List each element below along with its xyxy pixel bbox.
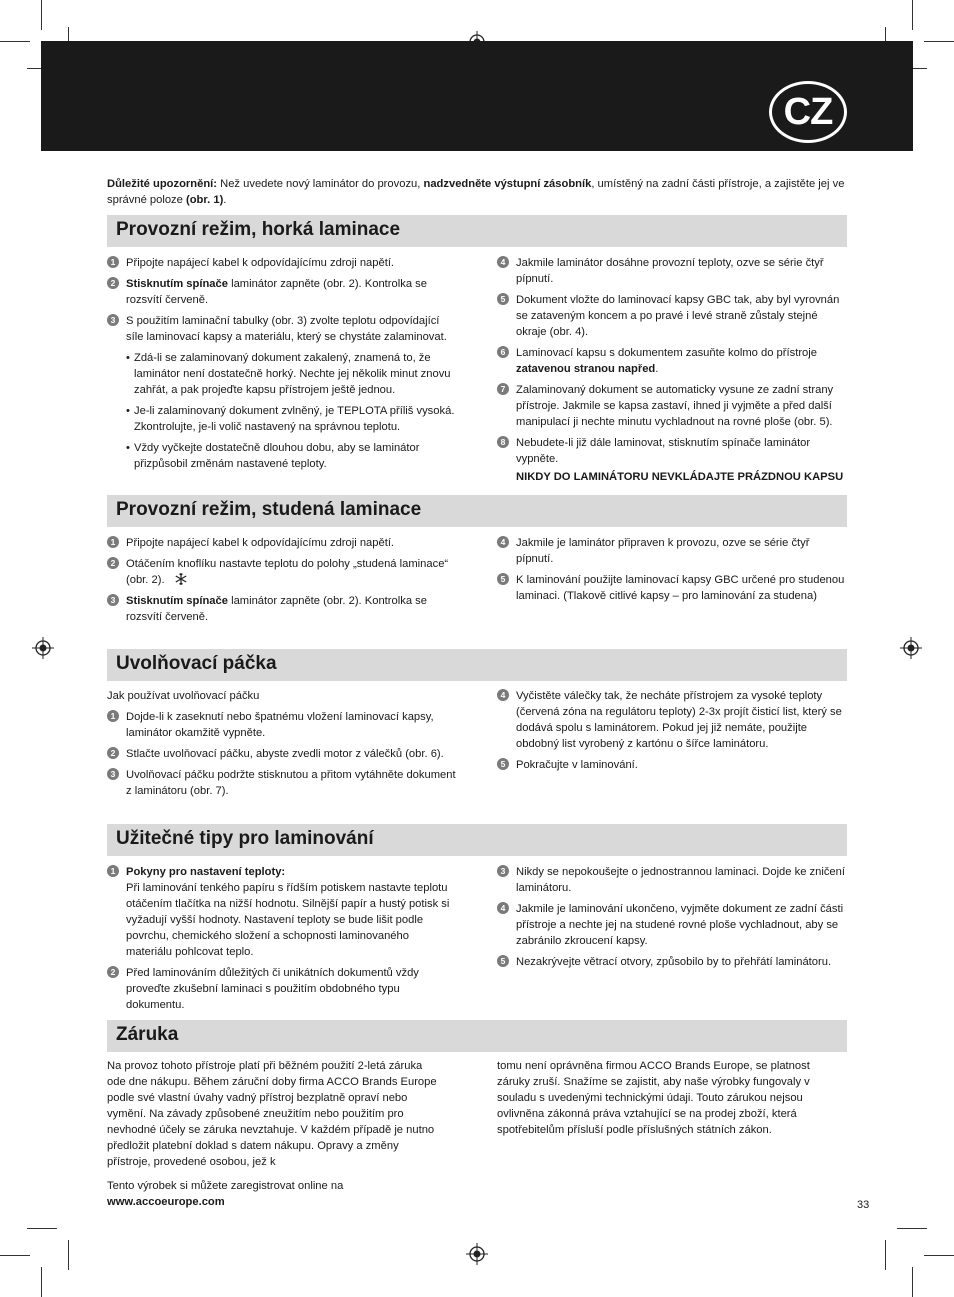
bullet-item: • Je-li zalaminovaný dokument zvlněný, je TEPLOTA příliš vysoká. Zkontrolujte, je-li volič nastavený na správnou teplotu. [107,403,457,435]
step-number-icon: 1 [107,865,119,877]
crop-mark [0,1255,30,1256]
warranty-paragraph: Na provoz tohoto přístroje platí při běžném použití 2-letá záruka ode dne nákupu. Během záruční doby firma ACCO Brands Europe podle své vlastní úvahy vadný přístroj bezplatně opraví nebo vymění. Na závady způsobené zneužitím nebo použitím pro nevhodné účely se záruka nevztahuje. V každém případě je nutno předložit platební doklad s datem nákupu. Opravy a změny přístroje, provedené osobou, jež k [107,1060,437,1168]
list-item: 4 Jakmile laminátor dosáhne provozní teploty, ozve se série čtyř pípnutí. [497,255,847,287]
list-item: 1 Připojte napájecí kabel k odpovídajícímu zdroji napětí. [107,535,457,551]
cold-left-column [107,535,457,630]
step-number-icon: 4 [497,902,509,914]
section-title: Užitečné tipy pro laminování [116,828,374,849]
section-title: Záruka [116,1024,179,1045]
page-number: 33 [857,1199,870,1211]
list-item: 2 Před laminováním důležitých či unikátních dokumentů vždy proveďte zkušební laminaci s použitím obdobného typu dokumentu. [107,965,457,1013]
section-header-tips [107,824,847,856]
tips-left-column [107,864,457,1018]
list-item: 4 Vyčistěte válečky tak, že necháte přístrojem za vysoké teploty (červená zóna na regulátoru teploty) 2-3x projít čisticí list, který se dodává spolu s laminátorem. Pokud jej již nemáte, použijte obdobný list vyrobený z kartónu o šířce laminátoru. [497,688,847,752]
list-item: 1 Pokyny pro nastavení teploty: Při laminování tenkého papíru s řídším potiskem nastavte teplotu otáčením tlačítka na nižší hodnotu. Silnější papír a hustý potisk si vyžadují vyšší hodnoty. Nastavení teploty se bude lišit podle povrchu, chemického složení a schopnosti laminovaného materiálu pohlcovat teplo. [107,864,457,960]
list-item: 3 Stisknutím spínače laminátor zapněte (obr. 2). Kontrolka se rozsvítí červeně. [107,593,457,625]
step-number-icon: 5 [497,758,509,770]
section-title: Provozní režim, studená laminace [116,499,422,520]
step-number-icon: 4 [497,689,509,701]
step-number-icon: 5 [497,573,509,585]
step-number-icon: 1 [107,710,119,722]
list-item: 8 Nebudete-li již dále laminovat, stisknutím spínače laminátor vypněte. [497,435,847,467]
list-item: 3 S použitím laminační tabulky (obr. 3) zvolte teplotu odpovídající síle laminovací kapsy a materiálu, který se chystáte zalaminovat. [107,313,457,345]
list-item: 7 Zalaminovaný dokument se automaticky vysune ze zadní strany přístroje. Jakmile se kapsa zastaví, ihned ji vyjměte a před další manipulací ji nechte minutu vychladnout na rovné ploše (obr. 5). [497,382,847,430]
cold-right-column [497,535,847,609]
step-number-icon: 7 [497,383,509,395]
language-badge: CZ [769,81,847,143]
step-number-icon: 3 [107,594,119,606]
website-link[interactable]: www.accoeurope.com [107,1196,225,1208]
list-item: 2 Stisknutím spínače laminátor zapněte (obr. 2). Kontrolka se rozsvítí červeně. [107,276,457,308]
step-number-icon: 3 [497,865,509,877]
list-item: 3 Uvolňovací páčku podržte stisknutou a přitom vytáhněte dokument z laminátoru (obr. 7). [107,767,457,799]
important-notice: Důležité upozornění: Než uvedete nový laminátor do provozu, nadzvedněte výstupní zásobník, umístěný na zadní části přístroje, a zajistěte jej ve správné poloze (obr. 1). [107,178,845,206]
list-item: 4 Jakmile je laminátor připraven k provozu, ozve se série čtyř pípnutí. [497,535,847,567]
registration-mark-icon [32,637,54,659]
crop-mark [924,1255,954,1256]
warranty-left-column [107,1058,442,1218]
step-number-icon: 1 [107,536,119,548]
step-number-icon: 3 [107,314,119,326]
list-item: 5 Nezakrývejte větrací otvory, způsobilo by to přehřátí laminátoru. [497,954,847,970]
step-number-icon: 1 [107,256,119,268]
hot-right-column [497,255,847,485]
snowflake-icon [174,572,188,586]
step-number-icon: 2 [107,557,119,569]
crop-mark [27,1228,57,1229]
crop-mark [912,0,913,30]
step-number-icon: 4 [497,536,509,548]
step-number-icon: 5 [497,293,509,305]
crop-mark [68,1240,69,1270]
list-item: 5 Dokument vložte do laminovací kapsy GBC tak, aby byl vyrovnán se zataveným koncem a po pravé i levé straně zůstaly stejné okraje (obr. 4). [497,292,847,340]
step-number-icon: 3 [107,768,119,780]
section-header-release-lever [107,649,847,681]
list-item: 3 Nikdy se nepokoušejte o jednostrannou laminaci. Dojde ke zničení laminátoru. [497,864,847,896]
list-item: 2 Stlačte uvolňovací páčku, abyste zvedli motor z válečků (obr. 6). [107,746,457,762]
section-lead: Jak používat uvolňovací páčku [107,690,260,702]
crop-mark [897,1228,927,1229]
step-number-icon: 5 [497,955,509,967]
step-number-icon: 4 [497,256,509,268]
list-item: 5 K laminování použijte laminovací kapsy GBC určené pro studenou laminaci. (Tlakově citlivé kapsy – pro laminování za studena) [497,572,847,604]
step-number-icon: 2 [107,277,119,289]
list-item: 4 Jakmile je laminování ukončeno, vyjměte dokument ze zadní části přístroje a nechte jej na studené rovné ploše vychladnout, aby se zabránilo zkroucení kapsy. [497,901,847,949]
list-item: 6 Laminovací kapsu s dokumentem zasuňte kolmo do přístroje zatavenou stranou napřed. [497,345,847,377]
section-header-cold-lamination [107,495,847,527]
step-number-icon: 2 [107,966,119,978]
crop-mark [885,1240,886,1270]
release-right-column [497,688,847,778]
section-header-hot-lamination [107,215,847,247]
step-number-icon: 8 [497,436,509,448]
registration-mark-icon [466,1243,488,1265]
step-number-icon: 2 [107,747,119,759]
bullet-item: • Vždy vyčkejte dostatečně dlouhou dobu, aby se laminátor přizpůsobil změnám nastavené teploty. [107,440,457,472]
bullet-item: • Zdá-li se zalaminovaný dokument zakalený, znamená to, že laminátor není dostatečně horký. Nechte jej několik minut znovu zahřát, a pak projeďte kapsu přístrojem ještě jednou. [107,350,457,398]
section-title: Provozní režim, horká laminace [116,219,401,240]
notice-label: Důležité upozornění: [107,178,218,190]
step-number-icon: 6 [497,346,509,358]
list-item: 1 Připojte napájecí kabel k odpovídajícímu zdroji napětí. [107,255,457,271]
list-item: 1 Dojde-li k zaseknutí nebo špatnému vložení laminovací kapsy, laminátor okamžitě vypněte. [107,709,457,741]
registration-paragraph: Tento výrobek si můžete zaregistrovat online na www.accoeurope.com [107,1180,344,1208]
crop-mark [41,0,42,30]
registration-mark-icon [900,637,922,659]
list-item: 5 Pokračujte v laminování. [497,757,847,773]
tips-right-column [497,864,847,975]
release-left-column [107,688,457,804]
list-item: 2 Otáčením knoflíku nastavte teplotu do polohy „studená laminace“ (obr. 2). [107,556,457,588]
crop-mark [41,1267,42,1297]
crop-mark [0,41,30,42]
crop-mark [924,41,954,42]
warranty-paragraph: tomu není oprávněna firmou ACCO Brands Europe, se platnost záruky zruší. Snažíme se zajistit, aby naše výrobky fungovaly v souladu s uvedenými technickými údaji. Touto zárukou nejsou ovlivněna zákonná práva vztahující se na prodej zboží, která spotřebitelům přísluší podle příslušných státních zákon. [497,1060,810,1136]
section-header-warranty [107,1020,847,1052]
hot-left-column [107,255,457,477]
section-title: Uvolňovací páčka [116,653,277,674]
warning-text: NIKDY DO LAMINÁTORU NEVKLÁDAJTE PRÁZDNOU KAPSU [516,471,844,483]
crop-mark [912,1267,913,1297]
warranty-right-column [497,1058,842,1146]
